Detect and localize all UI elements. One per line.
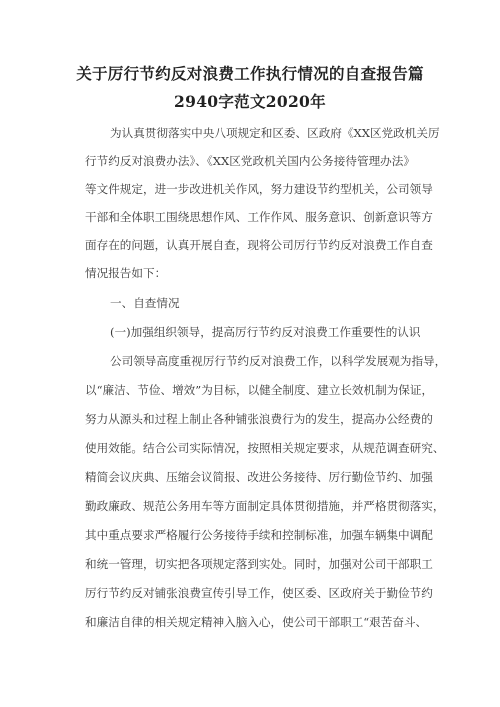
para-1-line-7: 其中重点要求严格履行公务接待手续和控制标准，加强车辆集中调配 [85,528,433,542]
intro-line-6: 情况报告如下： [85,266,167,280]
intro-line-1: 为认真贯彻落实中央八项规定和区委、区政府《XX区党政机关厉 [110,126,440,140]
intro-line-4: 干部和全体职工围绕思想作风、工作作风、服务意识、创新意识等方 [85,210,433,224]
para-1-line-2: 以“廉洁、节俭、增效”为目标，以健全制度、建立长效机制为保证， [85,383,434,397]
para-1-line-3: 努力从源头和过程上制止各种铺张浪费行为的发生，提高办公经费的 [85,412,433,426]
para-1-line-4: 使用效能。结合公司实际情况，按照相关规定要求，从规范调查研究、 [85,441,445,455]
section-1-heading: 一、自查情况 [110,296,180,310]
intro-line-5: 面存在的问题，认真开展自查，现将公司厉行节约反对浪费工作自查 [85,238,433,252]
subsection-1-heading: (一)加强组织领导，提高厉行节约反对浪费工作重要性的认识 [110,325,421,339]
document-title-line-2: 2940字范文2020年 [174,92,326,111]
para-1-line-6: 勤政廉政、规范公务用车等方面制定具体贯彻措施，并严格贯彻落实， [85,499,445,513]
para-1-line-10: 和廉洁自律的相关规定精神入脑入心，使公司干部职工“艰苦奋斗、 [85,615,428,629]
para-1-line-5: 精简会议庆典、压缩会议简报、改进公务接待、厉行勤俭节约、加强 [85,470,433,484]
intro-line-3: 等文件规定，进一步改进机关作风，努力建设节约型机关，公司领导 [85,182,433,196]
intro-line-2: 行节约反对浪费办法》、《XX区党政机关国内公务接待管理办法》 [85,154,415,168]
para-1-line-1: 公司领导高度重视厉行节约反对浪费工作，以科学发展观为指导， [110,354,447,368]
document-title-line-1: 关于厉行节约反对浪费工作执行情况的自查报告篇 [76,64,424,83]
para-1-line-9: 厉行节约反对铺张浪费宣传引导工作，使区委、区政府关于勤俭节约 [85,586,433,600]
para-1-line-8: 和统一管理，切实把各项规定落到实处。同时，加强对公司干部职工 [85,557,433,571]
